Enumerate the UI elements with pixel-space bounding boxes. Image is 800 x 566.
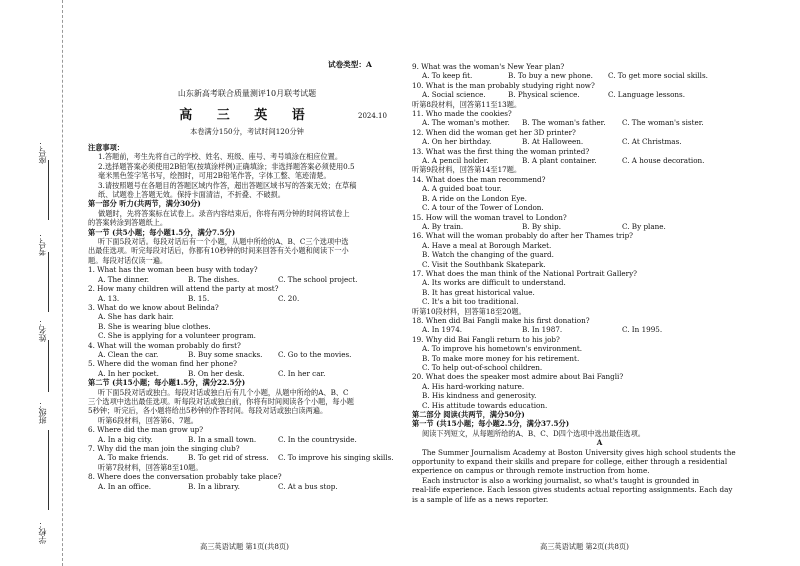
option-c: C. To improve his singing skills. <box>278 453 394 463</box>
option-c: C. She is applying for a volunteer program. <box>98 331 256 341</box>
class-line <box>48 340 49 392</box>
sub-instruction: 听第10段材料，回答第18至20题。 <box>412 306 526 316</box>
question-options <box>88 369 406 378</box>
question-stem: 14. What does the man recommend? <box>412 174 546 184</box>
question-options <box>412 137 787 146</box>
question-stem: 2. How many children will attend the party at most? <box>88 284 279 294</box>
passage-line: experience on campus or through remote instruction from home. <box>412 466 650 476</box>
option-a: A. Social science. <box>422 90 486 100</box>
question-stem: 3. What do we know about Belinda? <box>88 302 219 312</box>
part1-desc: 的答案转涂到答题纸上。 <box>88 218 168 228</box>
footer-page-2: 高三英语试题 第2页(共8页) <box>540 542 629 551</box>
note-item: 3.请按照题号在各题目的答题区域内作答，超出答题区域书写的答案无效；在草稿 <box>98 180 357 190</box>
option-b: B. She is wearing blue clothes. <box>98 321 211 331</box>
question-stem: 17. What does the man think of the National Portrait Gallery? <box>412 268 638 278</box>
body-right <box>412 62 787 504</box>
option-c: C. To get more social skills. <box>608 71 708 81</box>
option-a: A. To make friends. <box>98 453 169 463</box>
score-info: 本卷满分150分，考试时间120分钟 <box>190 127 304 136</box>
option-a: A. To keep fit. <box>422 71 473 81</box>
sec1-heading: 第一节 (共5小题；每小题1.5分，满分7.5分) <box>88 227 236 237</box>
sec2-heading: 第二节 (共15小题；每小题1.5分，满分22.5分) <box>88 378 246 388</box>
question-stem: 13. What was the first thing the woman printed? <box>412 146 590 156</box>
passage-line: is a sample of life as a news reporter. <box>412 494 549 504</box>
exam-no-label: 考号： <box>38 232 47 256</box>
option-b: B. Buy some snacks. <box>188 349 263 359</box>
sub-instruction: 听第7段材料，回答第8至10题。 <box>98 462 203 472</box>
option-a: A. In an office. <box>98 481 152 491</box>
option-c: C. In 1995. <box>622 325 663 335</box>
exam-no-line <box>48 160 49 220</box>
option-b: B. By ship. <box>522 221 561 231</box>
option-a: A. A pencil holder. <box>422 156 489 166</box>
paper-type: 试卷类型：A <box>328 60 372 69</box>
question-options <box>88 435 406 444</box>
sec1-desc: 出最佳选项。听完每段对话后，你都有10秒钟的时间来回答有关小题和阅读下一小 <box>88 246 349 256</box>
question-stem: 4. What will the woman probably do first? <box>88 340 241 350</box>
option-a: A. A guided boat tour. <box>422 184 502 194</box>
question-options <box>412 156 787 165</box>
option-b: B. The woman's father. <box>522 118 606 128</box>
part2-sec1-heading: 第一节 (共15小题；每小题2.5分，满分37.5分) <box>412 419 570 429</box>
question-stem: 19. Why did Bai Fangli return to his job? <box>412 334 560 344</box>
option-b: B. His kindness and generosity. <box>422 391 537 401</box>
option-a: A. Clean the car. <box>98 349 159 359</box>
part2-heading: 第二部分 阅读(共两节，满分50分) <box>412 410 525 420</box>
exam-org-title: 山东新高考联合质量测评10月联考试题 <box>177 89 317 98</box>
option-a: A. The dinner. <box>98 274 150 284</box>
option-b: B. Watch the changing of the guard. <box>422 250 554 260</box>
note-item: 2.选择题答案必须使用2B铅笔(按填涂样例)正确填涂；非选择题答案必须使用0.5 <box>98 161 355 171</box>
option-c: C. At Christmas. <box>622 137 682 147</box>
passage-label: A <box>596 438 603 448</box>
question-stem: 16. What will the woman probably do after her Thames trip? <box>412 231 634 241</box>
option-c: C. The woman's sister. <box>622 118 704 128</box>
option-b: B. A plant container. <box>522 156 597 166</box>
question-options <box>412 222 787 231</box>
passage-line: real-life experience. Each lesson gives students actual reporting assignments. Each day <box>412 485 733 495</box>
part1-desc: 做题时，先将答案标在试卷上。录音内容结束后，你将有两分钟的时间将试卷上 <box>98 208 350 218</box>
option-b: B. It has great historical value. <box>422 287 535 297</box>
class-label: 班级： <box>38 400 47 424</box>
option-a: A. 13. <box>98 293 120 303</box>
footer-page-1: 高三英语试题 第1页(共8页) <box>200 542 289 551</box>
question-stem: 18. When did Bai Fangli make his first donation? <box>412 315 590 325</box>
option-c: C. A house decoration. <box>622 156 705 166</box>
question-options <box>88 482 406 491</box>
question-options <box>88 350 406 359</box>
option-b: B. In a small town. <box>188 434 257 444</box>
option-c: C. In the countryside. <box>278 434 357 444</box>
question-options <box>412 325 787 334</box>
option-b: B. Physical science. <box>508 90 580 100</box>
question-stem: 11. Who made the cookies? <box>412 109 512 119</box>
question-stem: 1. What has the woman been busy with today? <box>88 265 258 275</box>
body-left <box>88 143 406 491</box>
sec2-desc: 三个选项中选出最佳选项。听每段对话或独白前，你将有时间阅读各个小题，每小题 <box>88 396 354 406</box>
sec1-desc: 题。每段对话仅读一遍。 <box>88 255 168 265</box>
option-a: A. Have a meal at Borough Market. <box>422 240 552 250</box>
question-stem: 6. Where did the man grow up? <box>88 425 204 435</box>
option-c: C. It's a bit too traditional. <box>422 297 519 307</box>
option-c: C. His attitude towards education. <box>422 400 548 410</box>
question-options <box>88 453 406 462</box>
option-a: A. His hard-working nature. <box>422 381 525 391</box>
option-a: A. On her birthday. <box>422 137 492 147</box>
question-stem: 15. How will the woman travel to London? <box>412 212 567 222</box>
option-c: C. At a bus stop. <box>278 481 338 491</box>
option-b: B. To buy a new phone. <box>508 71 593 81</box>
sec1-desc: 听下面5段对话。每段对话后有一个小题，从题中所给的A、B、C三个选项中选 <box>98 237 349 247</box>
option-c: C. The school project. <box>278 274 358 284</box>
option-a: A. The woman's mother. <box>422 118 510 128</box>
name-line <box>48 252 49 312</box>
option-a: A. Its works are difficult to understand. <box>422 278 566 288</box>
question-stem: 20. What does the speaker most admire about Bai Fangli? <box>412 372 624 382</box>
passage-line: Each instructor is also a working journalist, so what's taught is grounded in <box>422 475 700 485</box>
seat-label: 座号： <box>38 140 47 164</box>
sub-instruction: 听第6段材料，回答第6、7题。 <box>98 415 198 425</box>
question-stem: 10. What is the man probably studying right now? <box>412 80 595 90</box>
option-a: A. To improve his hometown's environment. <box>422 344 583 354</box>
question-stem: 9. What was the woman's New Year plan? <box>412 62 565 71</box>
binding-margin <box>0 0 63 566</box>
option-c: C. In her car. <box>278 368 326 378</box>
question-options <box>412 90 787 99</box>
option-b: B. At Halloween. <box>522 137 584 147</box>
sec2-desc: 5秒钟；听完后，各小题将给出5秒钟的作答时间。每段对话或独白读两遍。 <box>88 406 328 416</box>
option-c: C. Visit the Southbank Skatepark. <box>422 259 546 269</box>
school-label: 学校： <box>38 520 47 544</box>
question-stem: 5. Where did the woman find her phone? <box>88 359 237 369</box>
option-c: C. By plane. <box>622 221 666 231</box>
sub-instruction: 听第9段材料，回答第14至17题。 <box>412 165 522 175</box>
sec2-desc: 听下面5段对话或独白。每段对话或独白后有几个小题，从题中所给的A、B、C <box>98 387 349 397</box>
question-options <box>412 118 787 127</box>
passage-line: opportunity to expand their skills and prepare for college, either through a residential <box>412 457 728 467</box>
sub-instruction: 听第8段材料，回答第11至13题。 <box>412 99 522 109</box>
option-b: B. On her desk. <box>188 368 245 378</box>
question-options <box>88 275 406 284</box>
question-stem: 7. Why did the man join the singing club? <box>88 444 240 453</box>
option-b: B. The dishes. <box>188 274 240 284</box>
exam-date: 2024.10 <box>358 112 387 120</box>
option-b: B. To make more money for his retirement. <box>422 353 580 363</box>
option-b: B. In a library. <box>188 481 240 491</box>
option-a: A. She has dark hair. <box>98 312 174 322</box>
note-item: 1.答题前，考生先将自己的学校、姓名、班级、座号、考号填涂在相应位置。 <box>98 152 343 162</box>
option-b: B. A ride on the London Eye. <box>422 193 527 203</box>
option-c: C. Go to the movies. <box>278 349 352 359</box>
question-options <box>88 294 406 303</box>
name-label: 姓名： <box>38 318 47 342</box>
option-c: C. A tour of the Tower of London. <box>422 203 544 213</box>
option-b: B. To get rid of stress. <box>188 453 269 463</box>
option-a: A. In a big city. <box>98 434 153 444</box>
question-stem: 12. When did the woman get her 3D printer? <box>412 127 576 137</box>
option-a: A. In her pocket. <box>98 368 159 378</box>
notes-title: 注意事项： <box>88 143 124 152</box>
option-a: A. By train. <box>422 221 464 231</box>
option-a: A. In 1974. <box>422 325 463 335</box>
note-item: 纸、试题卷上答题无效。保持卡面清洁，不折叠、不破损。 <box>98 190 285 200</box>
part1-heading: 第一部分 听力(共两节，满分30分) <box>88 199 201 209</box>
page-1-column <box>88 0 406 491</box>
option-c: C. 20. <box>278 293 300 303</box>
question-options <box>412 71 787 80</box>
option-b: B. In 1987. <box>522 325 563 335</box>
question-stem: 8. Where does the conversation probably take place? <box>88 472 282 482</box>
option-c: C. Language lessons. <box>608 90 686 100</box>
note-item: 毫米黑色签字笔书写，绘图时，可用2B铅笔作答，字体工整、笔迹清楚。 <box>98 171 331 181</box>
option-c: C. To help out-of-school children. <box>422 363 543 372</box>
part2-desc: 阅读下列短文，从每题所给的A、B、C、D四个选项中选出最佳选项。 <box>422 428 645 438</box>
subject-title: 高 三 英 语 <box>179 108 315 123</box>
passage-line: The Summer Journalism Academy at Boston University gives high school students the <box>422 447 736 457</box>
school-line <box>48 430 49 510</box>
option-b: B. 15. <box>188 293 210 303</box>
